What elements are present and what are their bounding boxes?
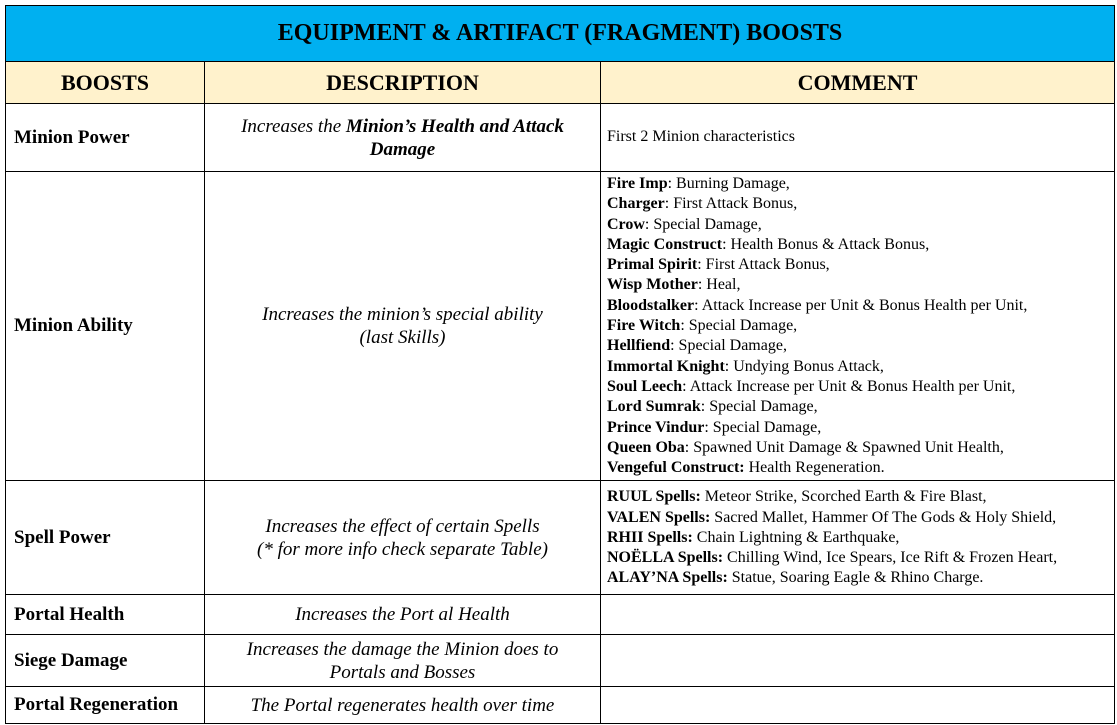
minion-name: Wisp Mother — [607, 276, 698, 294]
comment-line — [607, 255, 1108, 275]
spell-hero-name: RUUL Spells: — [607, 488, 701, 506]
boost-name: Portal Regeneration — [6, 687, 205, 724]
minion-ability-text: : Special Damage, — [644, 215, 762, 233]
minion-name: Bloodstalker — [607, 296, 695, 314]
boost-description — [205, 104, 601, 172]
spell-list-text: Sacred Mallet, Hammer Of The Gods & Holy Shield, — [710, 508, 1057, 526]
row-portal-regeneration — [6, 687, 1115, 724]
boost-comment — [601, 481, 1115, 595]
minion-name: Primal Spirit — [607, 256, 698, 274]
minion-ability-text: : Attack Increase per Unit & Bonus Health per Unit, — [682, 377, 1016, 395]
row-siege-damage — [6, 635, 1115, 687]
comment-line — [607, 397, 1108, 417]
spell-hero-name: RHII Spells: — [607, 528, 693, 546]
comment-line — [607, 275, 1108, 295]
minion-name: Soul Leech — [607, 377, 683, 395]
minion-ability-text: : Special Damage, — [670, 337, 787, 355]
minion-ability-text: : Attack Increase per Unit & Bonus Health per Unit, — [694, 296, 1028, 314]
desc-prefix: Increases the — [241, 115, 346, 137]
desc-line: (* for more info check separate Table) — [257, 538, 548, 560]
minion-ability-text: : Special Damage, — [700, 398, 818, 416]
boost-name: Siege Damage — [6, 635, 205, 687]
comment-line — [607, 508, 1108, 528]
boost-comment — [601, 635, 1115, 687]
row-minion-ability — [6, 172, 1115, 481]
minion-name: Prince Vindur — [607, 418, 705, 436]
minion-name: Crow — [607, 215, 645, 233]
minion-name: Hellfiend — [607, 337, 671, 355]
header-comment: COMMENT — [601, 62, 1115, 104]
row-spell-power — [6, 481, 1115, 595]
desc-line: (last Skills) — [359, 327, 446, 349]
desc-bold: Minion’s Health and Attack Damage — [345, 115, 564, 160]
minion-name: Charger — [607, 195, 665, 213]
minion-name: Immortal Knight — [607, 357, 725, 375]
header-boosts: BOOSTS — [6, 62, 205, 104]
minion-name: Lord Sumrak — [607, 398, 701, 416]
comment-line — [607, 316, 1108, 336]
spell-hero-name: NOËLLA Spells: — [607, 549, 724, 567]
comment-line — [607, 357, 1108, 377]
comment-line — [607, 568, 1108, 588]
boost-description — [205, 481, 601, 595]
header-description: DESCRIPTION — [205, 62, 601, 104]
row-minion-power — [6, 104, 1115, 172]
desc-line: Increases the minion’s special ability — [262, 304, 543, 326]
desc-line: Increases the effect of certain Spells — [265, 515, 540, 537]
boost-comment — [601, 595, 1115, 635]
minion-ability-text: : Heal, — [697, 276, 741, 294]
spell-list-text: Chilling Wind, Ice Spears, Ice Rift & Frozen Heart, — [723, 549, 1058, 567]
spell-hero-name: VALEN Spells: — [607, 508, 711, 526]
comment-line — [607, 235, 1108, 255]
minion-name: Fire Witch — [607, 317, 681, 335]
minion-ability-text: : Special Damage, — [680, 317, 798, 335]
minion-ability-text: : Burning Damage, — [667, 175, 790, 192]
desc-line: Portals and Bosses — [329, 661, 476, 683]
boost-comment — [601, 172, 1115, 481]
comment-line — [607, 418, 1108, 438]
comment-line — [607, 296, 1108, 316]
comment-line — [607, 548, 1108, 568]
boost-name: Minion Ability — [6, 172, 205, 481]
boost-description — [205, 635, 601, 687]
comment-line — [607, 377, 1108, 397]
boosts-table — [5, 5, 1115, 724]
boost-description: The Portal regenerates health over time — [205, 687, 601, 724]
comment-line — [607, 174, 1108, 194]
minion-ability-text: : First Attack Bonus, — [664, 195, 798, 213]
boost-comment: First 2 Minion characteristics — [601, 104, 1115, 172]
comment-line — [607, 336, 1108, 356]
comment-line — [607, 194, 1108, 214]
boost-name: Minion Power — [6, 104, 205, 172]
minion-ability-text: : Special Damage, — [704, 418, 822, 436]
title-row — [6, 6, 1115, 62]
desc-line: Increases the damage the Minion does to — [246, 638, 559, 660]
comment-line — [607, 528, 1108, 548]
comment-line — [607, 458, 1108, 478]
boost-comment — [601, 687, 1115, 724]
minion-name: Queen Oba — [607, 438, 685, 456]
minion-name: Magic Construct — [607, 235, 723, 253]
minion-name: Vengeful Construct: — [607, 459, 745, 477]
row-portal-health — [6, 595, 1115, 635]
boost-name: Spell Power — [6, 481, 205, 595]
boost-description — [205, 172, 601, 481]
minion-ability-text: : Undying Bonus Attack, — [724, 357, 884, 375]
spell-list-text: Statue, Soaring Eagle & Rhino Charge. — [727, 569, 984, 587]
boost-name: Portal Health — [6, 595, 205, 635]
minion-name: Fire Imp — [607, 175, 668, 192]
spell-hero-name: ALAY’NA Spells: — [607, 569, 728, 587]
header-row — [6, 62, 1115, 104]
spell-list-text: Meteor Strike, Scorched Earth & Fire Blast, — [700, 488, 987, 506]
minion-ability-text: : Spawned Unit Damage & Spawned Unit Health, — [684, 438, 1004, 456]
minion-ability-text: : First Attack Bonus, — [697, 256, 830, 274]
spell-list-text: Chain Lightning & Earthquake, — [692, 528, 900, 546]
boost-description: Increases the Port al Health — [205, 595, 601, 635]
minion-ability-text: Health Regeneration. — [744, 459, 885, 477]
table-title: EQUIPMENT & ARTIFACT (FRAGMENT) BOOSTS — [6, 6, 1115, 62]
comment-line — [607, 215, 1108, 235]
minion-ability-text: : Health Bonus & Attack Bonus, — [722, 235, 930, 253]
comment-line — [607, 487, 1108, 507]
comment-line — [607, 438, 1108, 458]
